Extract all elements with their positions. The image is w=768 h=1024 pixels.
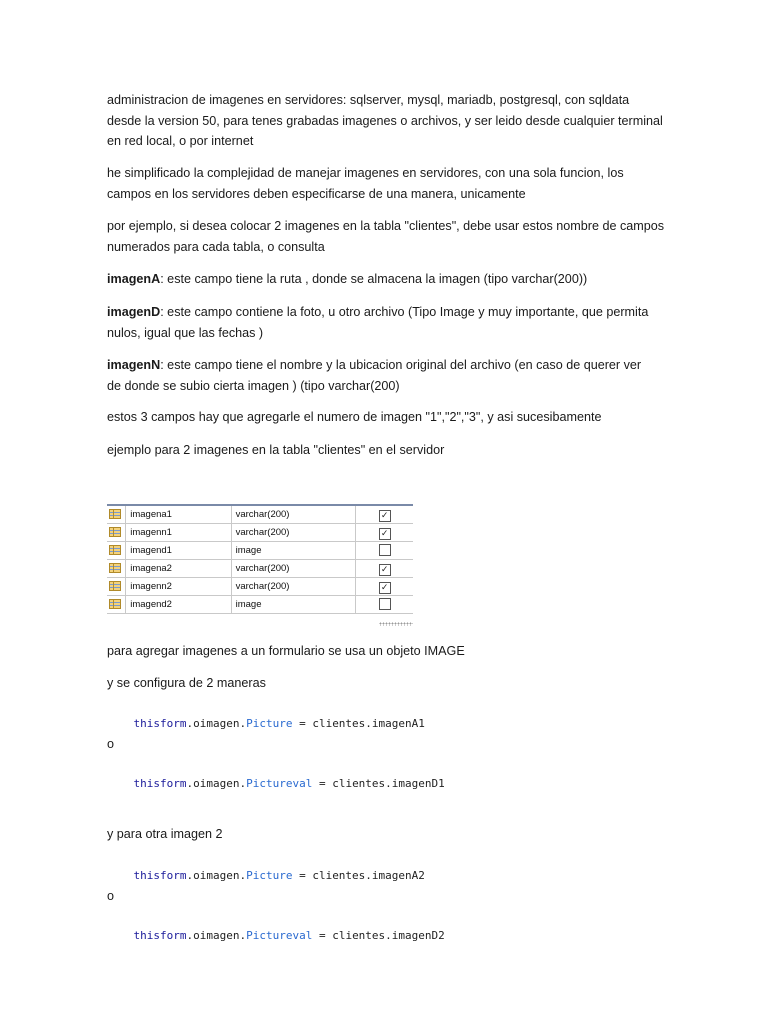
allow-nulls-cell bbox=[356, 542, 413, 560]
field-row bbox=[107, 596, 413, 614]
allow-nulls-cell bbox=[356, 560, 413, 578]
table-field-icon bbox=[107, 505, 126, 524]
allow-nulls-cell bbox=[356, 524, 413, 542]
allow-nulls-checkbox: ✓ bbox=[379, 510, 391, 522]
code-member: .oimagen. bbox=[186, 777, 247, 790]
code-assignment: = clientes.imagenA2 bbox=[292, 869, 425, 882]
table-field-icon bbox=[107, 542, 126, 560]
imagenA-label: imagenA bbox=[107, 272, 161, 286]
field-name: imagend2 bbox=[126, 596, 231, 614]
form-intro-paragraph bbox=[107, 641, 465, 662]
table-field-icon bbox=[107, 596, 126, 614]
table-field-icon bbox=[107, 560, 126, 578]
code-property: Picture bbox=[246, 717, 293, 730]
second-image-text: y para otra imagen 2 bbox=[107, 827, 223, 841]
numbering-text: estos 3 campos hay que agregarle el numero de imagen "1","2","3", y asi sucesibamente bbox=[107, 410, 602, 424]
example-paragraph bbox=[107, 216, 664, 257]
ej-line-1: por ejemplo, si desea colocar 2 imagenes en la tabla "clientes", debe usar estos nombre de campos bbox=[107, 219, 665, 233]
allow-nulls-checkbox: ✓ bbox=[379, 528, 391, 540]
field-name: imagena1 bbox=[126, 505, 231, 524]
intro-line-1: administracion de imagenes en servidores: sqlserver, mysql, mariadb, postgresql, con sqldata bbox=[107, 93, 630, 107]
form-intro-text: para agregar imagenes a un formulario se usa un objeto IMAGE bbox=[107, 644, 465, 658]
field-type: varchar(200) bbox=[231, 505, 356, 524]
imagenD-paragraph bbox=[107, 302, 648, 343]
field-name: imagenn2 bbox=[126, 578, 231, 596]
intro-line-3: en red local, o por internet bbox=[107, 134, 254, 148]
example-intro-text: ejemplo para 2 imagenes en la tabla "clientes" en el servidor bbox=[107, 443, 445, 457]
code-object: thisform bbox=[133, 777, 187, 790]
imagenN-paragraph bbox=[107, 355, 641, 396]
imagenN-text-1: : este campo tiene el nombre y la ubicacion original del archivo (en caso de querer ver bbox=[160, 358, 642, 372]
allow-nulls-checkbox bbox=[379, 544, 391, 556]
or-text-1: o bbox=[107, 737, 115, 751]
fields-table bbox=[107, 504, 413, 614]
field-type: image bbox=[231, 542, 356, 560]
field-name: imagena2 bbox=[126, 560, 231, 578]
code-line-4 bbox=[107, 916, 445, 955]
simp-line-2: campos en los servidores deben especificarse de una manera, unicamente bbox=[107, 186, 526, 201]
field-type: varchar(200) bbox=[231, 560, 356, 578]
imagenA-paragraph bbox=[107, 269, 587, 290]
code-line-1 bbox=[107, 704, 425, 743]
field-row bbox=[107, 542, 413, 560]
numbering-paragraph bbox=[107, 407, 601, 428]
field-name: imagenn1 bbox=[126, 524, 231, 542]
imagenD-text-1: : este campo contiene la foto, u otro archivo (Tipo Image y muy importante, que permita bbox=[160, 305, 649, 319]
code-property: Pictureval bbox=[246, 929, 313, 942]
code-assignment: = clientes.imagenD1 bbox=[312, 777, 445, 790]
field-type: image bbox=[231, 596, 356, 614]
imagenN-text-2: de donde se subio cierta imagen ) (tipo varchar(200) bbox=[107, 378, 400, 393]
table-field-icon bbox=[107, 578, 126, 596]
allow-nulls-cell bbox=[356, 505, 413, 524]
allow-nulls-checkbox: ✓ bbox=[379, 564, 391, 576]
field-type: varchar(200) bbox=[231, 524, 356, 542]
code-member: .oimagen. bbox=[186, 929, 247, 942]
or-text-2: o bbox=[107, 889, 115, 903]
code-assignment: = clientes.imagenA1 bbox=[292, 717, 425, 730]
config-paragraph bbox=[107, 673, 266, 694]
table-field-icon bbox=[107, 524, 126, 542]
code-assignment: = clientes.imagenD2 bbox=[312, 929, 445, 942]
imagenD-label: imagenD bbox=[107, 305, 161, 319]
table-resize-grip bbox=[379, 622, 413, 626]
code-member: .oimagen. bbox=[186, 717, 247, 730]
or-paragraph-1 bbox=[107, 734, 114, 755]
or-paragraph-2 bbox=[107, 886, 114, 907]
code-property: Pictureval bbox=[246, 777, 313, 790]
code-object: thisform bbox=[133, 869, 187, 882]
allow-nulls-checkbox bbox=[379, 598, 391, 610]
simplification-paragraph bbox=[107, 163, 624, 204]
code-member: .oimagen. bbox=[186, 869, 247, 882]
simp-line-1: he simplificado la complejidad de manejar imagenes en servidores, con una sola funcion, los bbox=[107, 166, 624, 180]
allow-nulls-cell bbox=[356, 596, 413, 614]
field-type: varchar(200) bbox=[231, 578, 356, 596]
imagenN-label: imagenN bbox=[107, 358, 161, 372]
code-object: thisform bbox=[133, 929, 187, 942]
code-property: Picture bbox=[246, 869, 293, 882]
field-row bbox=[107, 560, 413, 578]
field-name: imagend1 bbox=[126, 542, 231, 560]
code-line-3 bbox=[107, 856, 425, 895]
field-row bbox=[107, 578, 413, 596]
field-row bbox=[107, 524, 413, 542]
ej-line-2: numerados para cada tabla, o consulta bbox=[107, 239, 325, 254]
second-image-paragraph bbox=[107, 824, 223, 845]
config-text: y se configura de 2 maneras bbox=[107, 676, 266, 690]
intro-paragraph bbox=[107, 90, 663, 152]
code-object: thisform bbox=[133, 717, 187, 730]
example-intro-paragraph bbox=[107, 440, 444, 461]
imagenA-text: : este campo tiene la ruta , donde se almacena la imagen (tipo varchar(200)) bbox=[160, 272, 588, 286]
imagenD-text-2: nulos, igual que las fechas ) bbox=[107, 325, 264, 340]
allow-nulls-cell bbox=[356, 578, 413, 596]
allow-nulls-checkbox: ✓ bbox=[379, 582, 391, 594]
field-row bbox=[107, 505, 413, 524]
code-line-2 bbox=[107, 764, 445, 803]
intro-line-2: desde la version 50, para tenes grabadas imagenes o archivos, y ser leido desde cualquier terminal bbox=[107, 113, 663, 128]
